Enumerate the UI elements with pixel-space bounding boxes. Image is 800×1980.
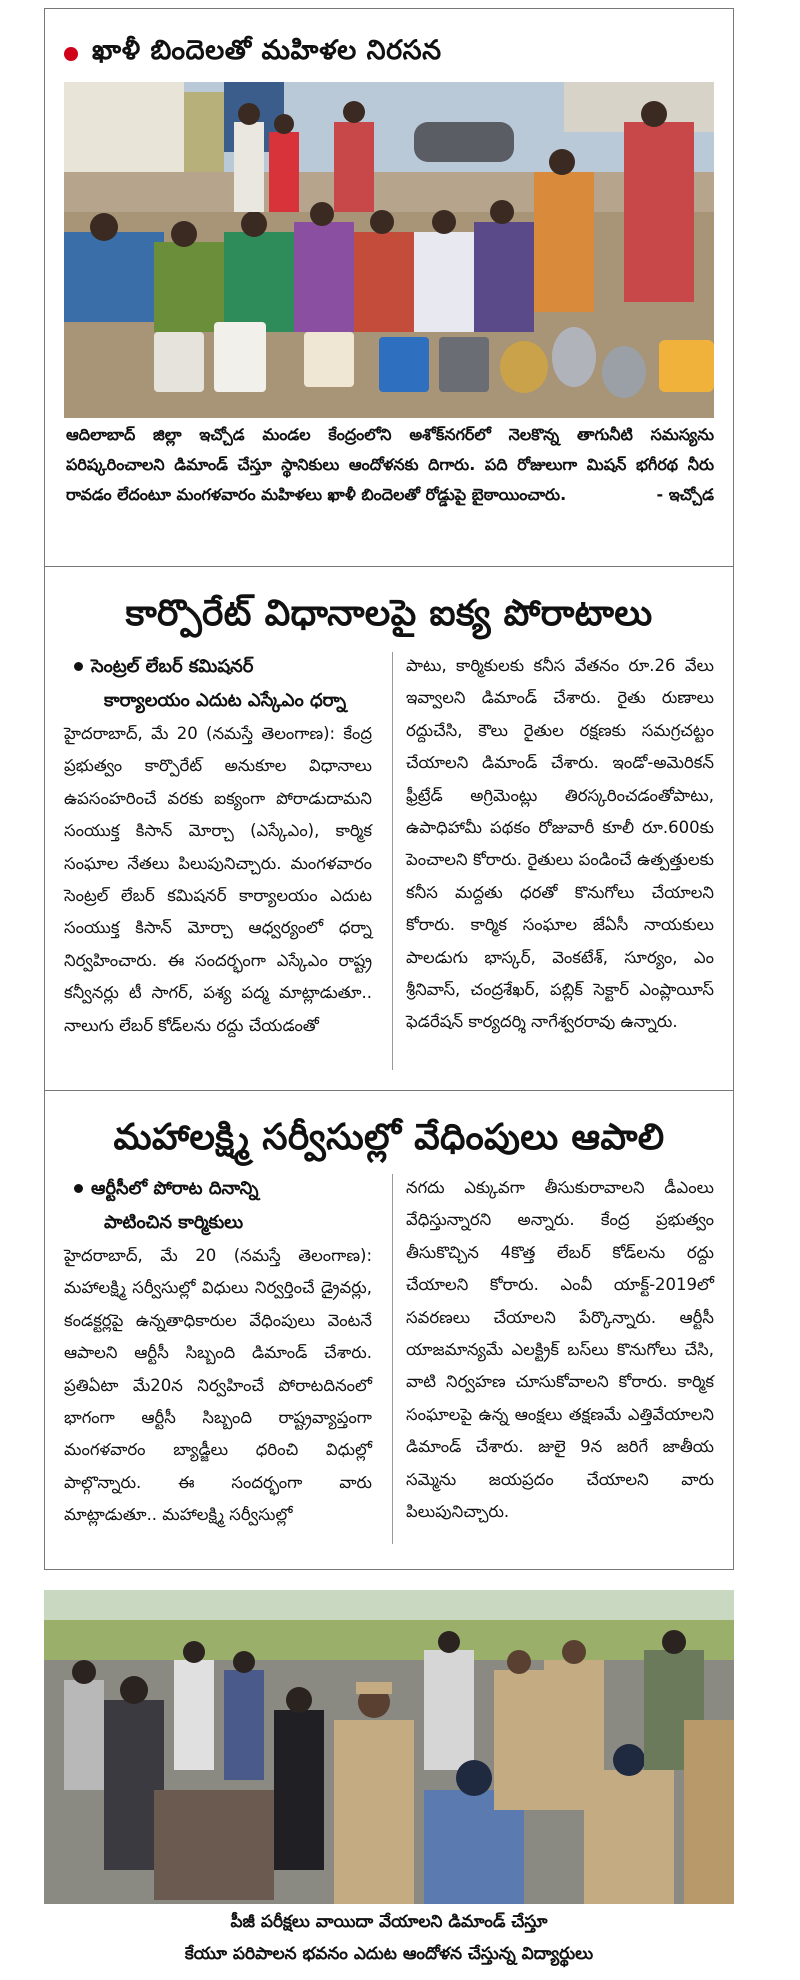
story3-subhead-line1: ఆర్టీసీలో పోరాట దినాన్ని — [91, 1178, 259, 1199]
story2-headline: కార్పొరేట్ విధానాలపై ఐక్య పోరాటాలు — [125, 593, 653, 634]
story3-headline: మహాలక్ష్మి సర్వీసుల్లో వేధింపులు ఆపాలి — [113, 1117, 665, 1158]
section-divider — [44, 566, 734, 567]
story2-column-2: పాటు, కార్మికులకు కనీస వేతనం రూ.26 వేలు ఇవ్వాలని డిమాండ్ చేశారు. రైతు రుణాలు రద్దుచేసి, కౌలు రైతుల రక్షణకు సమగ్రచట్టం చేయాలని డిమాండ్ చేశారు. ఇండో-అమెరికన్ ఫ్రీట్రేడ్ అగ్రిమెంట్లు తిరస్కరించడంతోపాటు, ఉపాధిహామీ పథకం రోజువారీ కూలీ రూ.600కు పెంచాలని కోరారు. రైతులు పండించే ఉత్పత్తులకు కనీస మద్దతు ధరతో కొనుగోలు చేయాలని కోరారు. కార్మిక సంఘాల జేఏసీ నాయకులు పాలడుగు భాస్కర్, వెంకటేశ్, సూర్యం, ఎం శ్రీనివాస్, చంద్రశేఖర్, పబ్లిక్ సెక్టార్ ఎంప్లాయీస్ ఫెడరేషన్ కార్యదర్శి నాగేశ్వరరావు ఉన్నారు. — [406, 656, 714, 1032]
story3-column-2: నగదు ఎక్కువగా తీసుకురావాలని డీఎంలు వేధిస్తున్నారని అన్నారు. కేంద్ర ప్రభుత్వం తీసుకొచ్చిన 4కొత్త లేబర్ కోడ్‌లను రద్దు చేయాలని కోరారు. ఎంవీ యాక్ట్-2019లో సవరణలు చేయాలని పేర్కొన్నారు. ఆర్టీసీ యాజమాన్యమే ఎలక్ట్రిక్ బస్‌లు కొనుగోలు చేసి, వాటి నిర్వహణ చూసుకోవాలని కోరారు. కార్మిక సంఘాలపై ఉన్న ఆంక్షలు తక్షణమే ఎత్తివేయాలని డిమాండ్ చేశారు. జులై 9న జరిగే జాతీయ సమ్మెను జయప్రదం చేయాలని వారు పిలుపునిచ్చారు. — [406, 1178, 714, 1522]
story3-subhead-line2: పాటించిన కార్మికులు — [104, 1212, 244, 1233]
story2-body-col1: హైదరాబాద్, మే 20 (నమస్తే తెలంగాణ): కేంద్ర ప్రభుత్వం కార్పొరేట్ అనుకూల విధానాలు ఉపసంహరించే వరకు ఐక్యంగా పోరాడుదామని సంయుక్త కిసాన్ మోర్చా (ఎస్కేఎం), కార్మిక సంఘాల నేతలు పిలుపునిచ్చారు. మంగళవారం సెంట్రల్ లేబర్ కమిషనర్ కార్యాలయం ఎదుట సంయుక్త కిసాన్ మోర్చా ఆధ్వర్యంలో ధర్నా నిర్వహించారు. ఈ సందర్భంగా ఎస్కేఎం రాష్ట్ర కన్వీనర్లు టీ సాగర్, పశ్య పద్మ మాట్లాడుతూ.. నాలుగు లేబర్ కోడ్‌లను రద్దు చేయడంతో — [64, 724, 372, 1035]
bullet-icon — [74, 1184, 83, 1193]
story1-kicker — [64, 28, 714, 80]
story3-column-1 — [64, 1172, 372, 1532]
story2-subhead — [64, 650, 372, 718]
story1-kicker-text: ఖాళీ బిందెలతో మహిళల నిరసన — [92, 35, 442, 66]
story1-photo-women-protest — [64, 82, 714, 418]
story4-photo-students-protest — [44, 1590, 734, 1904]
story3-subhead — [64, 1172, 372, 1240]
story2-subhead-line1: సెంట్రల్ లేబర్ కమిషనర్ — [91, 656, 254, 677]
column-divider — [392, 1174, 393, 1544]
bullet-icon — [74, 662, 83, 671]
story4-caption-line1: పీజీ పరీక్షలు వాయిదా వేయాలని డిమాండ్ చేస్తూ — [230, 1912, 548, 1932]
red-bullet-icon — [64, 47, 78, 61]
story3-body-col1: హైదరాబాద్, మే 20 (నమస్తే తెలంగాణ): మహాలక్ష్మి సర్వీసుల్లో విధులు నిర్వర్తించే డ్రైవర్లు, కండక్టర్లపై ఉన్నతాధికారుల వేధింపులు వెంటనే ఆపాలని ఆర్టీసీ సిబ్బంది డిమాండ్ చేశారు. ప్రతిఏటా మే20న నిర్వహించే పోరాటదినంలో భాగంగా ఆర్టీసీ సిబ్బంది రాష్ట్రవ్యాప్తంగా మంగళవారం బ్యాడ్జీలు ధరించి విధుల్లో పాల్గొన్నారు. ఈ సందర్భంగా వారు మాట్లాడుతూ.. మహాలక్ష్మి సర్వీసుల్లో — [64, 1246, 372, 1525]
story4-caption — [44, 1906, 734, 1970]
section-divider — [44, 1090, 734, 1091]
column-divider — [392, 652, 393, 1070]
story1-caption-text: ఆదిలాబాద్ జిల్లా ఇచ్చోడ మండల కేంద్రంలోని అశోక్‌నగర్‌లో నెలకొన్న తాగునీటి సమస్యను పరిష్కరించాలని డిమాండ్ చేస్తూ స్థానికులు ఆందోళనకు దిగారు. పది రోజులుగా మిషన్ భగీరథ నీరు రావడం లేదంటూ మంగళవారం మహిళలు ఖాళీ బిందెలతో రోడ్డుపై బైఠాయించారు. — [66, 425, 714, 504]
story4-caption-line2: కేయూ పరిపాలన భవనం ఎదుట ఆందోళన చేస్తున్న విద్యార్థులు — [184, 1944, 594, 1964]
story2-subhead-line2: కార్యాలయం ఎదుట ఎస్కేఎం ధర్నా — [104, 690, 347, 711]
story1-caption — [66, 420, 714, 510]
story2-column-1 — [64, 650, 372, 1042]
story1-credit: - ఇచ్చోడ — [656, 485, 714, 504]
